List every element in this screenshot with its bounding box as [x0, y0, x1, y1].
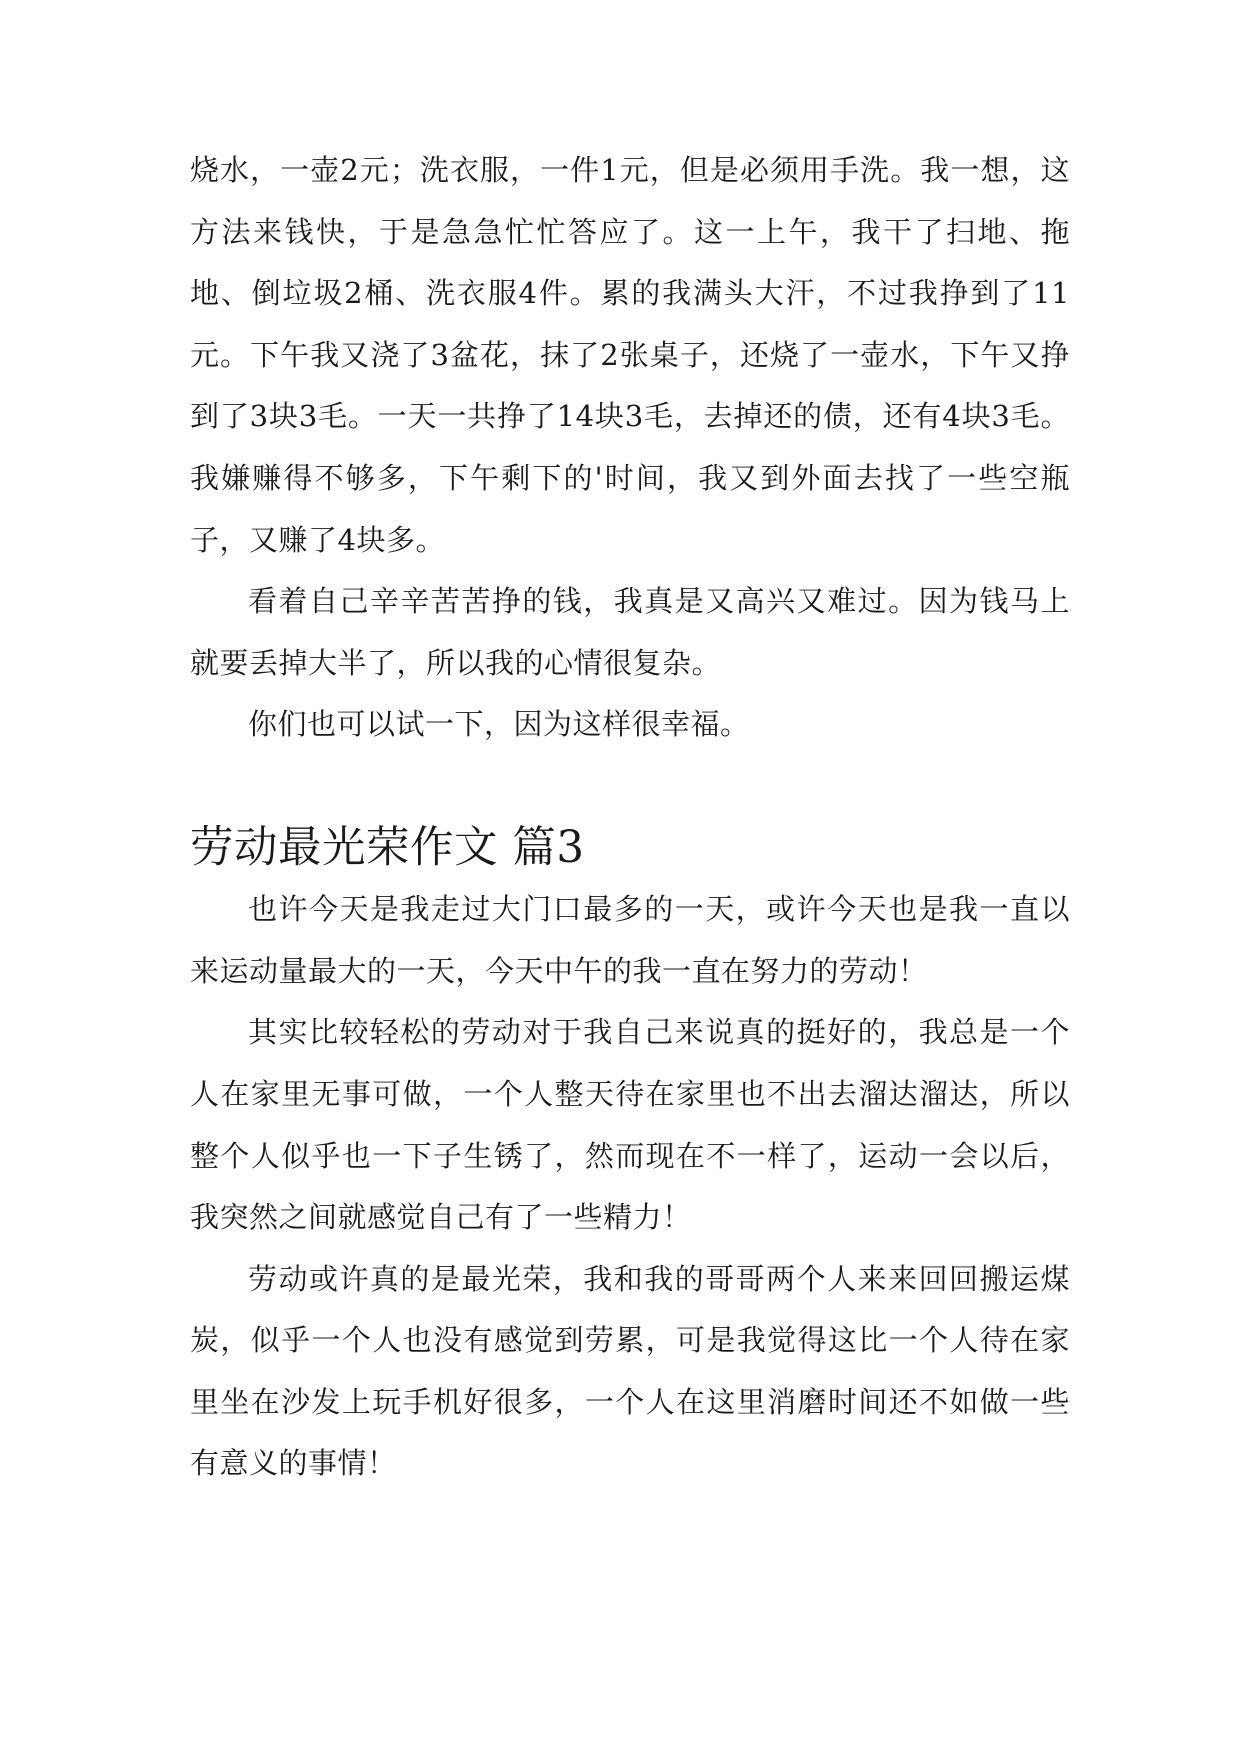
section-title: 劳动最光荣作文 篇3	[190, 822, 585, 873]
paragraph-mixed-feelings: 看着自己辛辛苦苦挣的钱，我真是又高兴又难过。因为钱马上就要丢掉大半了，所以我的心情很复杂。	[190, 584, 1070, 680]
paragraph-light-labor: 其实比较轻松的劳动对于我自己来说真的挺好的，我总是一个人在家里无事可做，一个人整天待在家里也不出去溜达溜达，所以整个人似乎也一下子生锈了，然而现在不一样了，运动一会以后，我突然之间就感觉自己有了一些精力！	[190, 1015, 1070, 1235]
paragraph-busy-day: 也许今天是我走过大门口最多的一天，或许今天也是我一直以来运动量最大的一天，今天中午的我一直在努力的劳动！	[190, 892, 1070, 988]
paragraph-labor-glory: 劳动或许真的是最光荣，我和我的哥哥两个人来来回回搬运煤炭，似乎一个人也没有感觉到劳累，可是我觉得这比一个人待在家里坐在沙发上玩手机好很多，一个人在这里消磨时间还不如做一些有意义的事情！	[190, 1261, 1070, 1481]
document-body	[190, 140, 1070, 1495]
paragraph-try-it: 你们也可以试一下，因为这样很幸福。	[248, 707, 750, 742]
paragraph-chores-earnings: 烧水，一壶2元；洗衣服，一件1元，但是必须用手洗。我一想，这方法来钱快，于是急急忙忙答应了。这一上午，我干了扫地、拖地、倒垃圾2桶、洗衣服4件。累的我满头大汗，不过我挣到了11元。下午我又浇了3盆花，抹了2张桌子，还烧了一壶水，下午又挣到了3块3毛。一天一共挣了14块3毛，去掉还的债，还有4块3毛。我嫌赚得不够多，下午剩下的'时间，我又到外面去找了一些空瓶子，又赚了4块多。	[190, 153, 1070, 557]
section-spacer	[190, 756, 1070, 818]
